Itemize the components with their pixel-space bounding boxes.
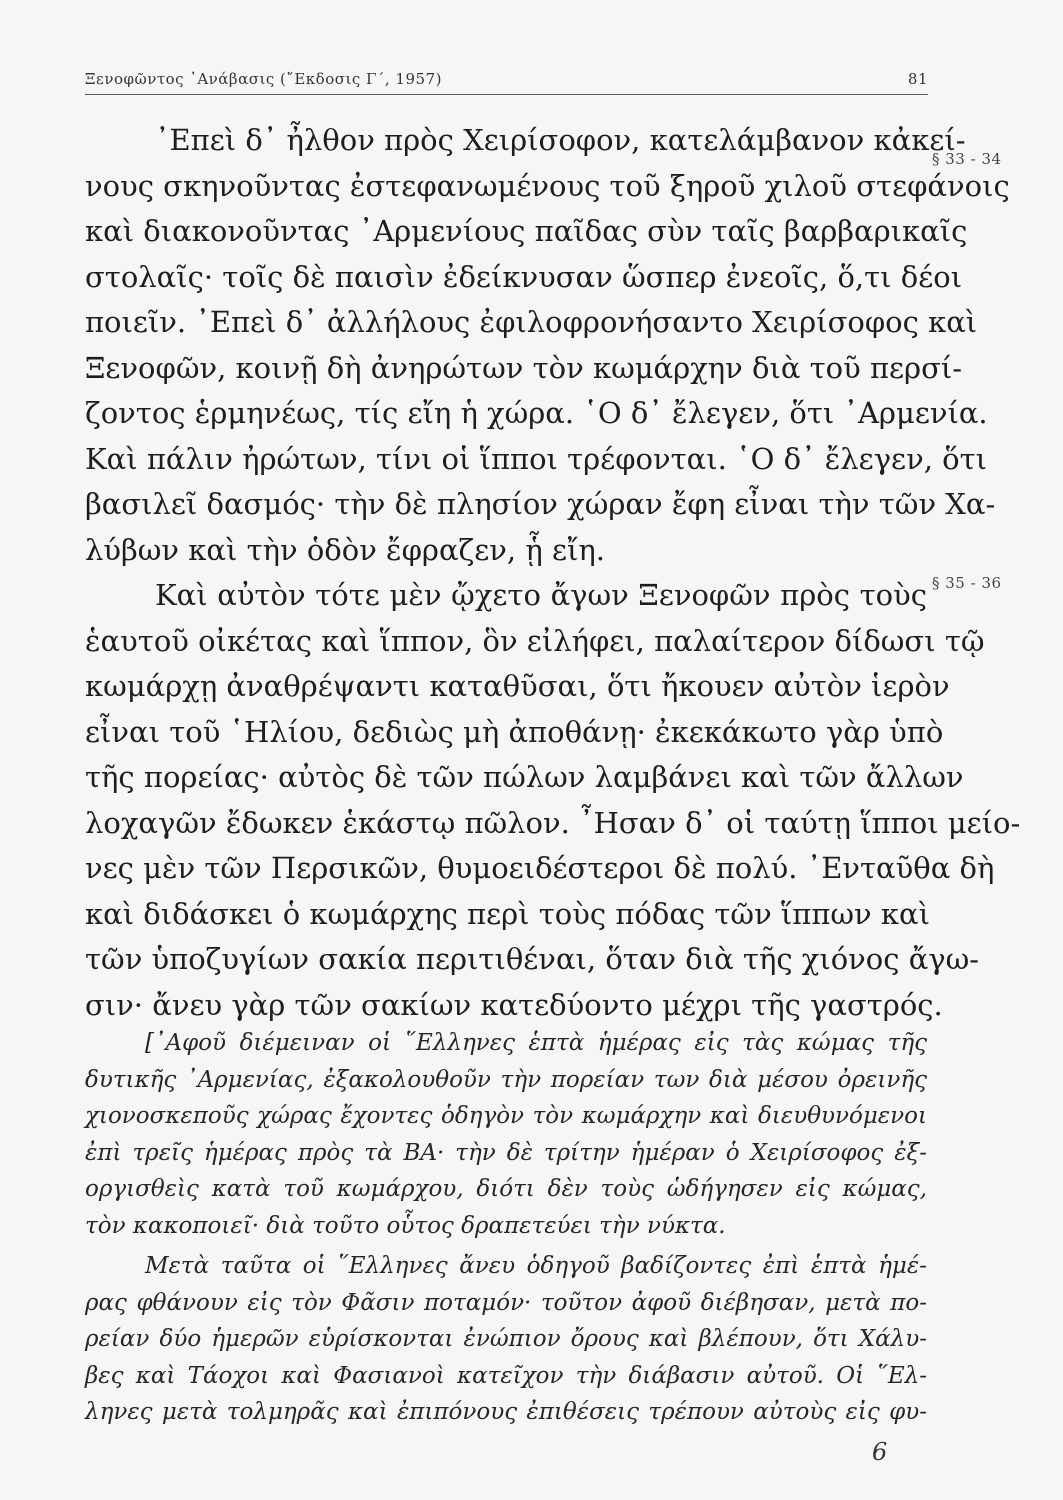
text-line: νες μὲν τῶν Περσικῶν, θυμοειδέστεροι δὲ πολύ. ᾽Ενταῦθα δὴ bbox=[85, 851, 995, 885]
commentary-line: οργισθεὶς κατὰ τοῦ κωμάρχου, διότι δὲν τοὺς ὡδήγησεν εἰς κώμας, bbox=[85, 1176, 927, 1202]
commentary-paragraph bbox=[85, 1025, 927, 1244]
text-line: τῶν ὑποζυγίων σακία περιτιθέναι, ὅταν διὰ τῆς χιόνος ἄγω- bbox=[85, 942, 980, 976]
commentary-line: χιονοσκεποῦς χώρας ἔχοντες ὁδηγὸν τὸν κωμάρχην καὶ διευθυνόμενοι bbox=[85, 1103, 927, 1129]
page-number: 81 bbox=[907, 70, 928, 88]
text-line: Καὶ πάλιν ἠρώτων, τίνι οἱ ἵπποι τρέφονται. ῾Ο δ᾽ ἔλεγεν, ὅτι bbox=[85, 441, 988, 476]
text-line: Καὶ αὐτὸν τότε μὲν ᾤχετο ἄγων Ξενοφῶν πρὸς τοὺς bbox=[155, 578, 927, 612]
commentary bbox=[85, 1025, 927, 1431]
commentary-line: δυτικῆς ᾽Αρμενίας, ἐξακολουθοῦν τὴν πορείαν των διὰ μέσου ὀρεινῆς bbox=[85, 1066, 927, 1093]
text-line: νους σκηνοῦντας ἐστεφανωμένους τοῦ ξηροῦ χιλοῦ στεφάνοις bbox=[85, 168, 1010, 203]
text-line: σιν· ἄνευ γὰρ τῶν σακίων κατεδύοντο μέχρι τῆς γαστρός. bbox=[85, 987, 943, 1022]
text-line: ἑαυτοῦ οἰκέτας καὶ ἵππον, ὃν εἰλήφει, παλαίτερον δίδωσι τῷ bbox=[85, 623, 985, 658]
text-line: στολαῖς· τοῖς δὲ παισὶν ἐδείκνυσαν ὥσπερ ἐνεοῖς, ὅ,τι δέοι bbox=[85, 259, 963, 294]
commentary-line: [᾽Αφοῦ διέμειναν οἱ ῞Ελληνες ἑπτὰ ἡμέρας εἰς τὰς κώμας τῆς bbox=[145, 1030, 927, 1056]
commentary-line: βες καὶ Τάοχοι καὶ Φασιανοὶ κατεῖχον τὴν διάβασιν αὐτοῦ. Οἱ ῞Ελ- bbox=[85, 1362, 927, 1389]
commentary-paragraph bbox=[85, 1248, 927, 1431]
text-line: καὶ διακονοῦντας ᾽Αρμενίους παῖδας σὺν ταῖς βαρβαρικαῖς bbox=[85, 214, 968, 248]
commentary-line: ρείαν δύο ἡμερῶν εὑρίσκονται ἐνώπιον ὄρους καὶ βλέπουν, ὅτι Χάλυ- bbox=[85, 1326, 927, 1352]
text-line: λοχαγῶν ἔδωκεν ἑκάστῳ πῶλον. ῏Ησαν δ᾽ οἱ ταύτῃ ἵπποι μείο- bbox=[85, 805, 1021, 840]
running-head bbox=[85, 66, 928, 95]
commentary-line: Μετὰ ταῦτα οἱ ῞Ελληνες ἄνευ ὁδηγοῦ βαδίζοντες ἐπὶ ἑπτὰ ἡμέ- bbox=[145, 1253, 927, 1279]
section-marker: § 35 - 36 bbox=[932, 574, 1002, 592]
commentary-line: ρας φθάνουν εἰς τὸν Φᾶσιν ποταμόν· τοῦτον ἀφοῦ διέβησαν, μετὰ πο- bbox=[85, 1289, 927, 1316]
commentary-line: τὸν κακοποιεῖ· διὰ τοῦτο οὗτος δραπετεύει τὴν νύκτα. bbox=[85, 1212, 726, 1239]
signature-mark: 6 bbox=[872, 1438, 888, 1466]
text-line: καὶ διδάσκει ὁ κωμάρχης περὶ τοὺς πόδας τῶν ἵππων καὶ bbox=[85, 896, 930, 931]
section-marker: § 33 - 34 bbox=[932, 150, 1002, 168]
text-line: τῆς πορείας· αὐτὸς δὲ τῶν πώλων λαμβάνει καὶ τῶν ἄλλων bbox=[85, 760, 964, 794]
text-line: ζοντος ἑρμηνέως, τίς εἴη ἡ χώρα. ῾Ο δ᾽ ἔλεγεν, ὅτι ᾽Αρμενία. bbox=[85, 396, 988, 430]
commentary-line: ληνες μετὰ τολμηρᾶς καὶ ἐπιπόνους ἐπιθέσεις τρέπουν αὐτοὺς εἰς φυ- bbox=[85, 1399, 927, 1425]
text-line: εἶναι τοῦ ῾Ηλίου, δεδιὼς μὴ ἀποθάνῃ· ἐκεκάκωτο γὰρ ὑπὸ bbox=[85, 714, 944, 749]
running-head-title: Ξενοφῶντος ᾽Ανάβασις (῎Εκδοσις Γ΄, 1957) bbox=[85, 70, 442, 88]
text-line: ποιεῖν. ᾽Επεὶ δ᾽ ἀλλήλους ἐφιλοφρονήσαντο Χειρίσοφος καὶ bbox=[85, 305, 978, 339]
text-line: βασιλεῖ δασμός· τὴν δὲ πλησίον χώραν ἔφη εἶναι τὴν τῶν Χα- bbox=[85, 487, 996, 521]
text-line: ᾽Επεὶ δ᾽ ἦλθον πρὸς Χειρίσοφον, κατελάμβανον κἀκεί- bbox=[155, 123, 966, 157]
text-line: λύβων καὶ τὴν ὁδὸν ἔφραζεν, ᾗ εἴη. bbox=[85, 532, 605, 567]
commentary-line: ἐπὶ τρεῖς ἡμέρας πρὸς τὰ ΒΑ· τὴν δὲ τρίτην ἡμέραν ὁ Χειρίσοφος ἐξ- bbox=[85, 1139, 927, 1166]
text-line: Ξενοφῶν, κοινῇ δὴ ἀνηρώτων τὸν κωμάρχην διὰ τοῦ περσί- bbox=[85, 350, 963, 385]
text-line: κωμάρχῃ ἀναθρέψαντι καταθῦσαι, ὅτι ἤκουεν αὐτὸν ἱερὸν bbox=[85, 669, 950, 703]
